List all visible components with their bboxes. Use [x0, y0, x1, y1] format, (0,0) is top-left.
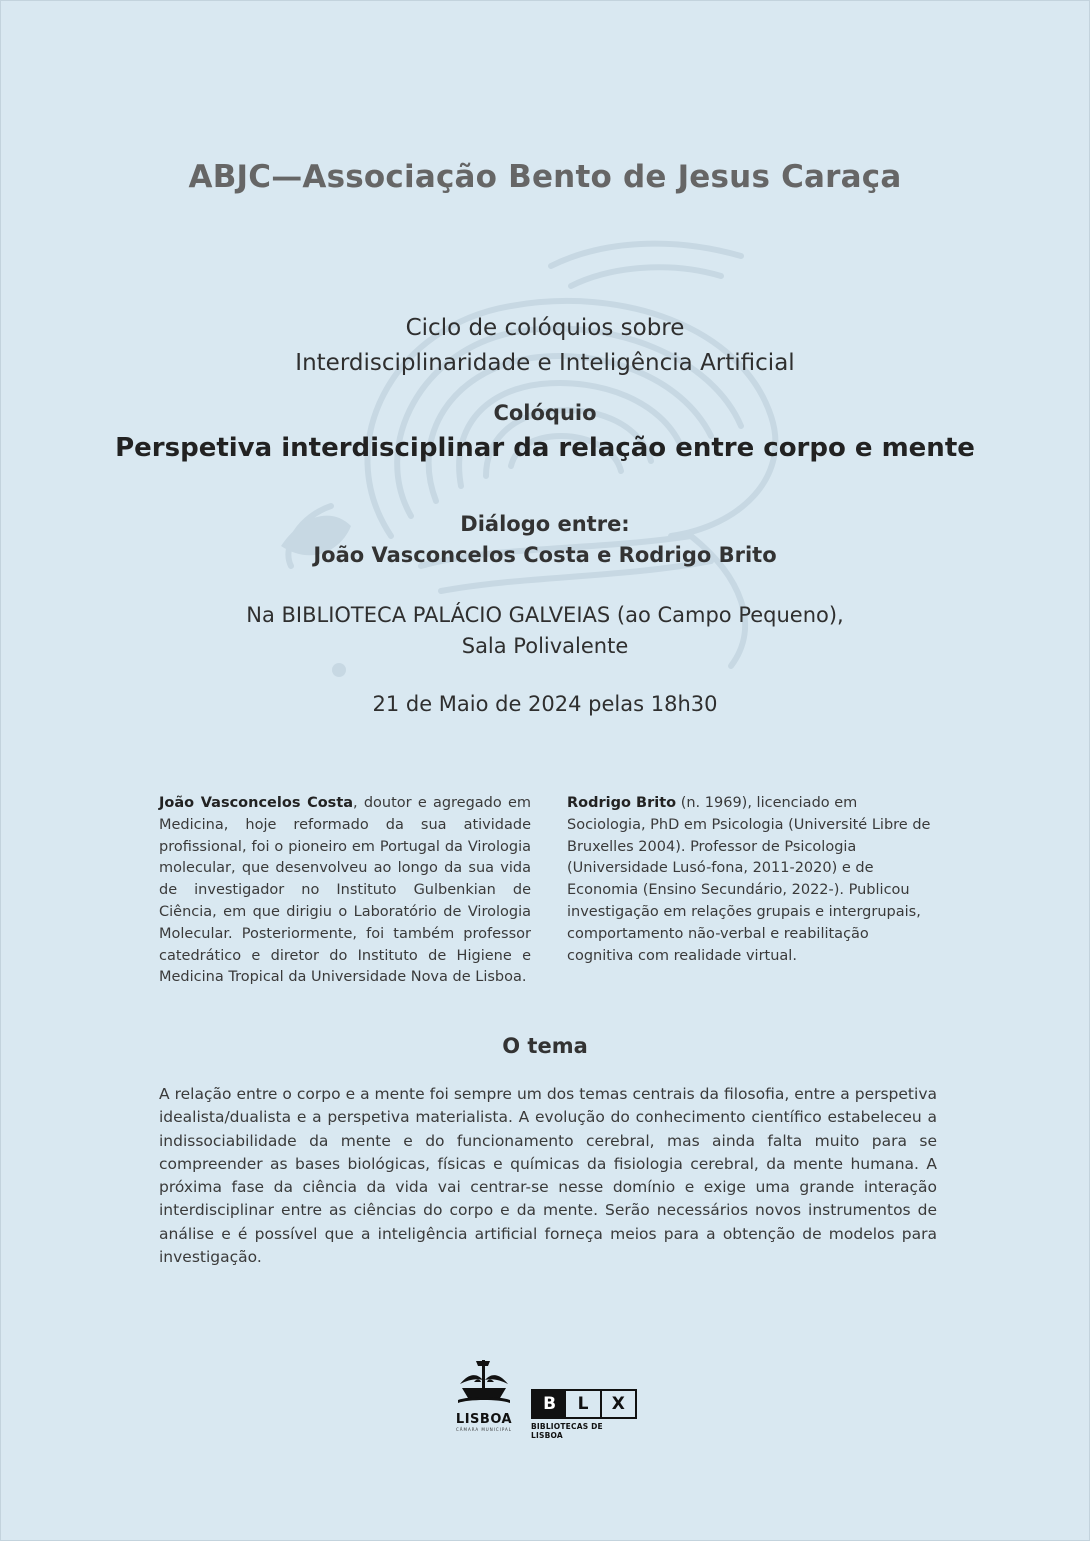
- blx-letter-b: B: [533, 1391, 566, 1417]
- blx-letter-l: L: [566, 1391, 601, 1417]
- lisboa-logo: [449, 1358, 519, 1440]
- venue-line-2: Sala Polivalente: [461, 634, 629, 658]
- bio-left-name: João Vasconcelos Costa: [159, 795, 354, 811]
- bio-right-name: Rodrigo Brito: [567, 795, 677, 811]
- cycle-line-2: Interdisciplinaridade e Inteligência Artificial: [295, 350, 795, 376]
- theme-heading: O tema: [502, 1034, 588, 1058]
- event-date: 21 de Maio de 2024 pelas 18h30: [372, 692, 718, 716]
- lisboa-logo-sub: CÂMARA MUNICIPAL: [456, 1427, 512, 1432]
- theme-text: A relação entre o corpo e a mente foi sempre um dos temas centrais da filosofia, entre a perspetiva idealista/dualista e a perspetiva materialista. A evolução do conhecimento científico estabeleceu a indissociabilidade da mente e do funcionamento cerebral, mas ainda falta muito para se compreender as bases biológicas, físicas e químicas da fisiologia cerebral, da mente humana. A próxima fase da ciência da vida vai centrar-se nesse domínio e exige uma grande interação interdisciplinar entre as ciências do corpo e da mente. Serão necessários novos instrumentos de análise e é possível que a inteligência artificial forneça meios para a obtenção de modelos para investigação.: [159, 1085, 937, 1267]
- bio-right-text: (n. 1969), licenciado em Sociologia, PhD em Psicologia (Université Libre de Bruxelles 2004). Professor de Psicologia (Universidade Lusó-fona, 2011-2020) e de Economia (Ensino Secundário, 2022-). Publicou investigação em relações grupais e intergrupais, comportamento não-verbal e reabilitação cognitiva com realidade virtual.: [567, 795, 931, 964]
- colloquium-label: Colóquio: [493, 401, 597, 425]
- blx-letter-boxes: [531, 1389, 637, 1419]
- blx-logo: [531, 1389, 637, 1440]
- venue-block: [1, 600, 1089, 662]
- dialogue-label: Diálogo entre:: [460, 512, 630, 536]
- colloquium-title: Perspetiva interdisciplinar da relação entre corpo e mente: [115, 433, 975, 463]
- cycle-line-1: Ciclo de colóquios sobre: [405, 315, 685, 341]
- lisboa-ship-icon: [454, 1358, 514, 1408]
- dialogue-block: [1, 509, 1089, 571]
- dialogue-names: João Vasconcelos Costa e Rodrigo Brito: [313, 543, 777, 567]
- bio-joao-vasconcelos-costa: [159, 793, 531, 989]
- blx-letter-x: X: [611, 1394, 625, 1414]
- blx-logo-sub: BIBLIOTECAS DE LISBOA: [531, 1422, 603, 1440]
- bio-left-text: , doutor e agregado em Medicina, hoje reformado da sua atividade profissional, foi o pioneiro em Portugal da Virologia molecular, que desenvolveu ao longo da sua vida de investigador no Instituto Gulbenkian de Ciência, em que dirigiu o Laboratório de Virologia Molecular. Posteriormente, foi também professor catedrático e diretor do Instituto de Higiene e Medicina Tropical da Universidade Nova de Lisboa.: [159, 795, 531, 986]
- organization-title: ABJC—Associação Bento de Jesus Caraça: [188, 159, 902, 195]
- cycle-title: [1, 311, 1089, 381]
- venue-line-1: Na BIBLIOTECA PALÁCIO GALVEIAS (ao Campo Pequeno),: [246, 603, 844, 627]
- lisboa-logo-word: LISBOA: [455, 1412, 513, 1427]
- bio-rodrigo-brito: [567, 793, 937, 967]
